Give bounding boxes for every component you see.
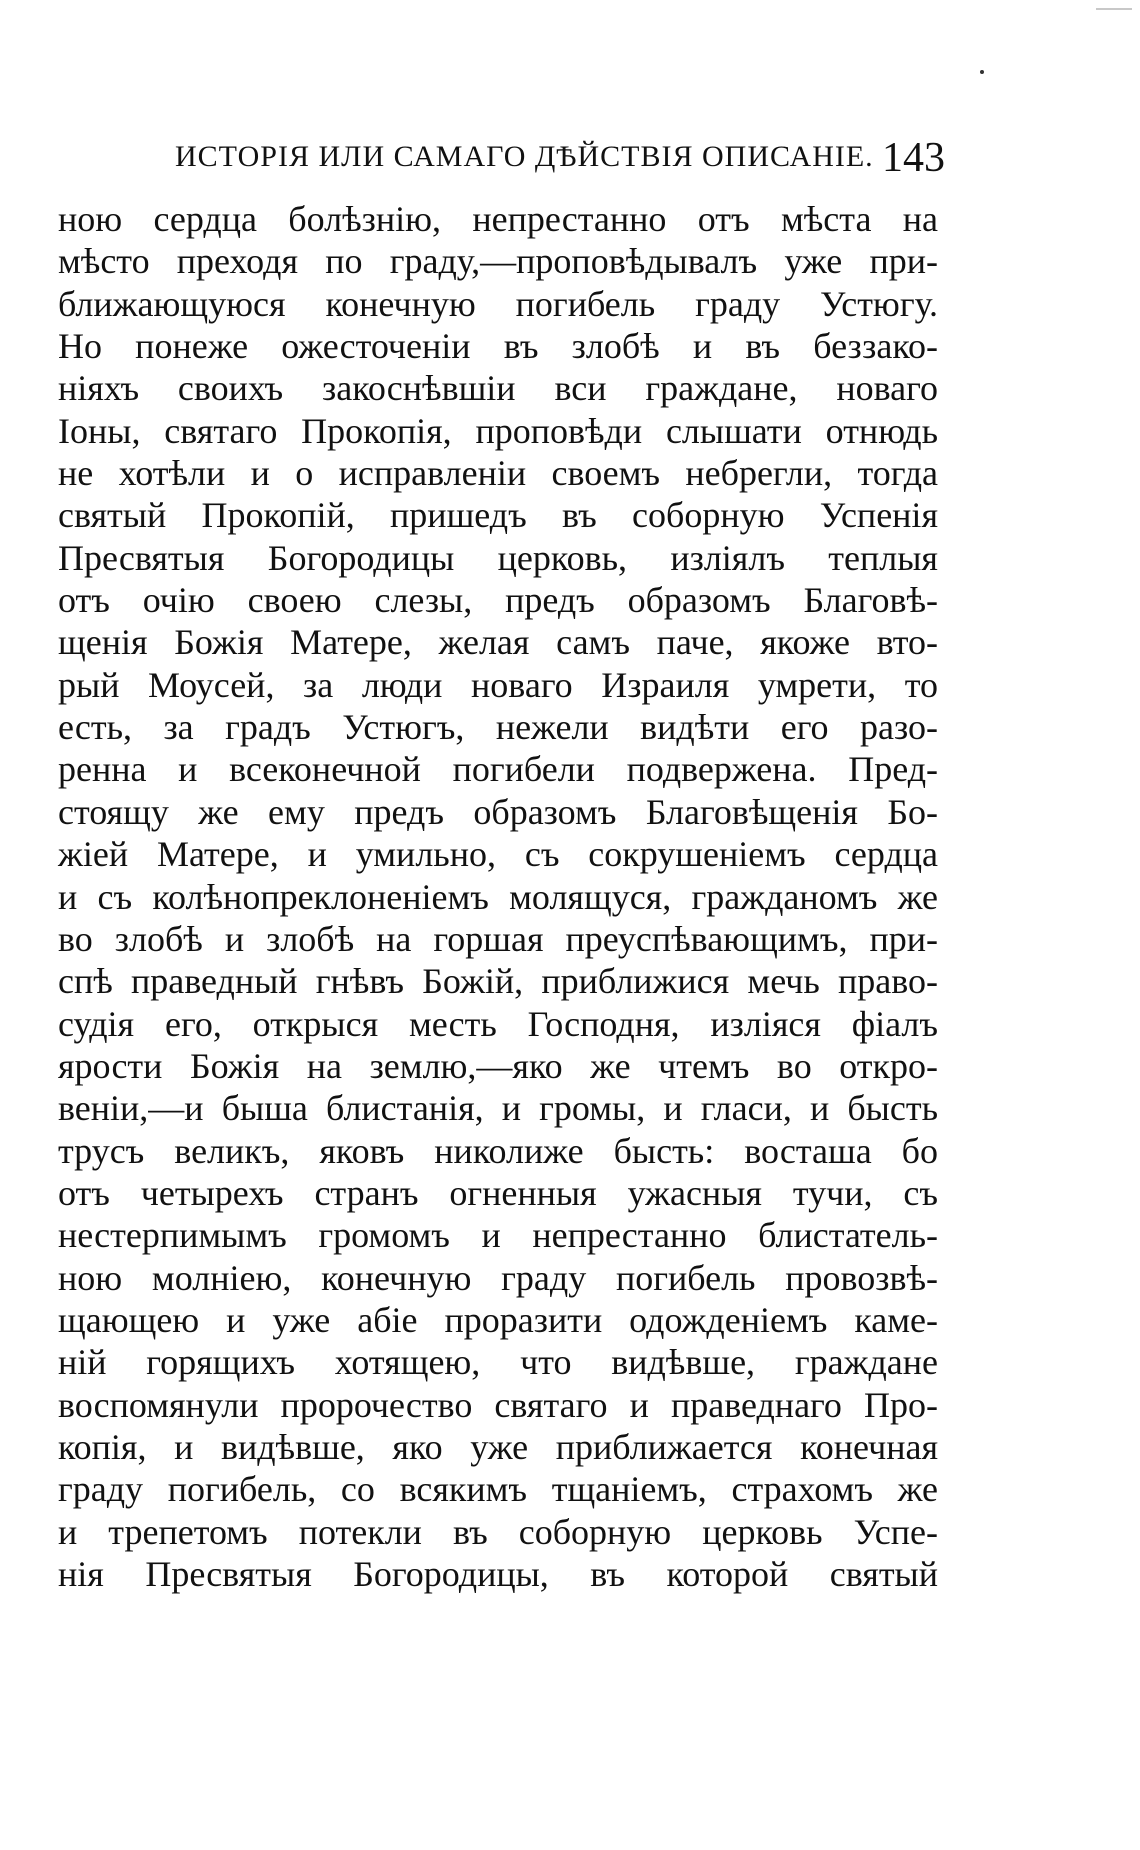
text-line: ніяхъ своихъ закоснѣвшіи вси граждане, новаго [58,368,938,409]
text-line: и трепетомъ потекли въ соборную церковь Успе- [58,1511,938,1552]
text-line: и съ колѣнопреклоненіемъ молящуся, гражданомъ же [58,876,938,917]
text-line: ближающуюся конечную погибель граду Устюгу. [58,283,938,324]
text-line: Іоны, святаго Прокопія, проповѣди слышати отнюдь [58,410,938,451]
text-line: жіей Матере, и умильно, съ сокрушеніемъ сердца [58,834,938,875]
text-line: ренна и всеконечной погибели подвержена. Пред- [58,749,938,790]
text-line: судія его, открыся месть Господня, изліяся фіалъ [58,1003,938,1044]
text-line: отъ четырехъ странъ огненныя ужасныя тучи, съ [58,1172,938,1213]
text-line: отъ очію своею слезы, предъ образомъ Благовѣ- [58,580,938,621]
text-line: щенія Божія Матере, желая самъ паче, якоже вто- [58,622,938,663]
text-line: нестерпимымъ громомъ и непрестанно блистатель- [58,1215,938,1256]
body-text [58,198,938,1595]
text-line: мѣсто преходя по граду,—проповѣдывалъ уже при- [58,241,938,282]
text-line: граду погибель, со всякимъ тщаніемъ, страхомъ же [58,1469,938,1510]
text-line: воспомянули пророчество святаго и праведнаго Про- [58,1384,938,1425]
text-line: копія, и видѣвше, яко уже приближается конечная [58,1426,938,1467]
text-line: рый Моусей, за люди новаго Израиля умрети, то [58,664,938,705]
text-line: трусъ великъ, яковъ николиже бысть: восташа бо [58,1130,938,1171]
text-line: спѣ праведный гнѣвъ Божій, приближися мечь право- [58,961,938,1002]
text-line: ній горящихъ хотящею, что видѣвше, граждане [58,1342,938,1383]
text-line: не хотѣли и о исправленіи своемъ небрегли, тогда [58,453,938,494]
text-line: есть, за градъ Устюгъ, нежели видѣти его разо- [58,707,938,748]
text-line: ною молніею, конечную граду погибель провозвѣ- [58,1257,938,1298]
scan-edge-mark [1096,8,1132,10]
text-line: ною сердца болѣзнію, непрестанно отъ мѣста на [58,199,938,239]
text-line: Но понеже ожесточеніи въ злобѣ и въ беззако- [58,326,938,367]
text-line: веніи,—и быша блистанія, и громы, и гласи, и бысть [58,1088,938,1129]
running-title: ИСТОРІЯ ИЛИ САМАГО ДѢЙСТВІЯ ОПИСАНІЕ. [175,140,874,173]
text-line: святый Прокопій, пришедъ въ соборную Успенія [58,495,938,536]
text-line: Пресвятыя Богородицы церковь, изліялъ теплыя [58,537,938,578]
text-line: ярости Божія на землю,—яко же чтемъ во откро- [58,1045,938,1086]
scan-speck [980,70,984,74]
page-number: 143 [882,135,945,181]
text-line: во злобѣ и злобѣ на горшая преуспѣвающимъ, при- [58,918,938,959]
text-line: нія Пресвятыя Богородицы, въ которой святый [58,1554,938,1594]
text-line: стоящу же ему предъ образомъ Благовѣщенія Бо- [58,791,938,832]
text-line: щающею и уже абіе проразити одожденіемъ каме- [58,1299,938,1340]
